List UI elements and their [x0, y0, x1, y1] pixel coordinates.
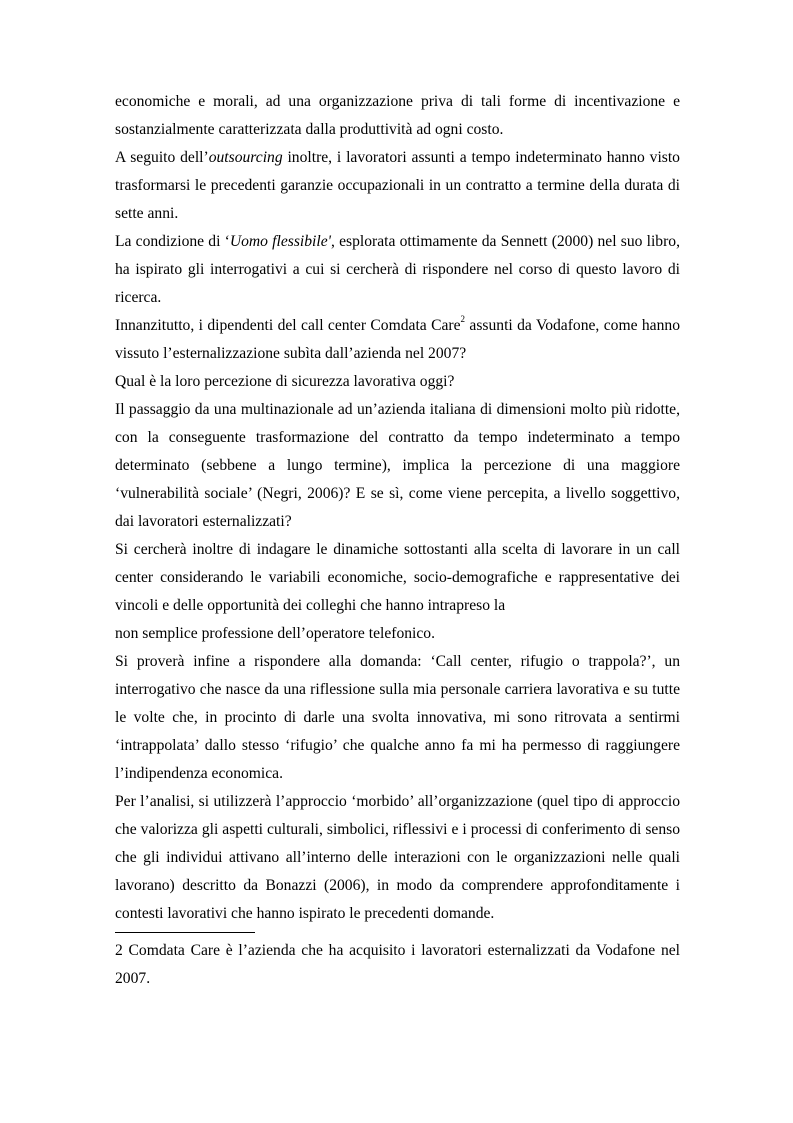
paragraph-9: Si proverà infine a rispondere alla domanda: ‘Call center, rifugio o trappola?’, un interrogativo che nasce da una riflessione sulla mia personale carriera lavorativa e su tutte le volte che, in procinto di darle una svolta innovativa, mi sono ritrovata a sentirmi ‘intrappolata’ dallo stesso ‘rifugio’ che qualche anno fa mi ha permesso di raggiungere l’indipendenza economica. [115, 653, 680, 782]
paragraph-2-start: A seguito dell’ [115, 149, 209, 166]
paragraph-10: Per l’analisi, si utilizzerà l’approccio ‘morbido’ all’organizzazione (quel tipo di approccio che valorizza gli aspetti culturali, simbolici, riflessivi e i processi di conferimento di senso che gli individui attivano all’interno delle interazioni con le organizzazioni nelle quali lavorano) descritto da Bonazzi (2006), in modo da comprendere approfonditamente i contesti lavorativi che hanno ispirato le precedenti domande. [115, 793, 680, 922]
footnote-reference[interactable]: 2 [460, 313, 466, 324]
paragraph-2-end: inoltre, i lavoratori assunti a tempo indeterminato hanno visto trasformarsi le precedenti garanzie occupazionali in un contratto a termine della durata di sette anni. [115, 149, 680, 222]
paragraph-3-end: , esplorata ottimamente da Sennett (2000) nel suo libro, ha ispirato gli interrogativi a cui si cercherà di rispondere nel corso di questo lavoro di ricerca. [115, 233, 680, 306]
italic-term-outsourcing: outsourcing [208, 149, 283, 166]
paragraph-2 [115, 144, 680, 228]
paragraph-3 [115, 228, 680, 312]
footnote-2: 2 Comdata Care è l’azienda che ha acquisito i lavoratori esternalizzati da Vodafone nel 2007. [115, 942, 680, 987]
paragraph-1: economiche e morali, ad una organizzazione priva di tali forme di incentivazione e sostanzialmente caratterizzata dalla produttività ad ogni costo. [115, 93, 680, 138]
document-page [115, 88, 680, 993]
paragraph-3-start: La condizione di ‘ [115, 233, 230, 250]
footnote-separator [115, 932, 255, 933]
paragraph-4 [115, 312, 680, 368]
paragraph-5: Qual è la loro percezione di sicurezza lavorativa oggi? [115, 373, 455, 390]
paragraph-4-start: Innanzitutto, i dipendenti del call center Comdata Care [115, 317, 461, 334]
paragraph-8: non semplice professione dell’operatore telefonico. [115, 625, 435, 642]
italic-term-uomo-flessibile: Uomo flessibile' [229, 233, 331, 250]
paragraph-6: Il passaggio da una multinazionale ad un’azienda italiana di dimensioni molto più ridotte, con la conseguente trasformazione del contratto da tempo indeterminato a tempo determinato (sebbene a lungo termine), implica la percezione di una maggiore ‘vulnerabilità sociale’ (Negri, 2006)? E se sì, come viene percepita, a livello soggettivo, dai lavoratori esternalizzati? [115, 401, 680, 530]
paragraph-7: Si cercherà inoltre di indagare le dinamiche sottostanti alla scelta di lavorare in un call center considerando le variabili economiche, socio-demografiche e rappresentative dei vincoli e delle opportunità dei colleghi che hanno intrapreso la [115, 541, 680, 614]
paragraph-4-end: assunti da Vodafone, come hanno vissuto l’esternalizzazione subìta dall’azienda nel 2007? [115, 317, 680, 362]
